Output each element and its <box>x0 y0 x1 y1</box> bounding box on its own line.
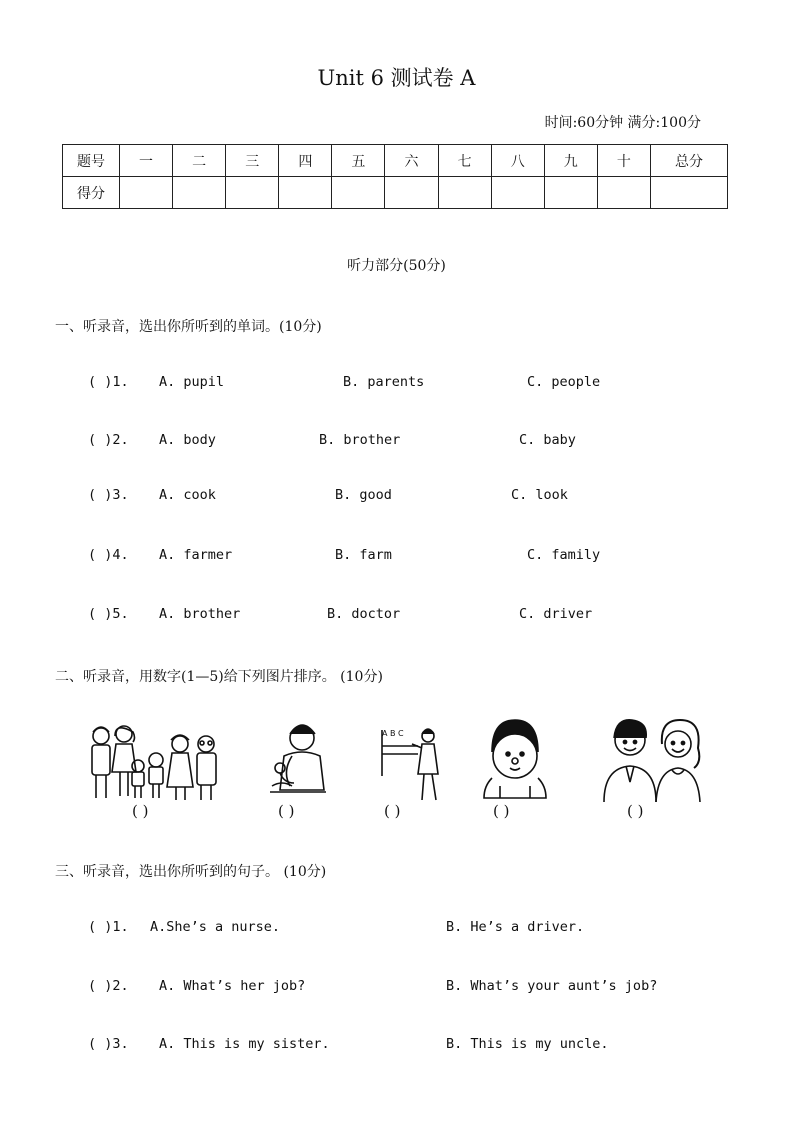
score-cell[interactable] <box>438 177 491 209</box>
part1-q4-num[interactable]: ( )4. <box>88 547 129 563</box>
part1-q3-option-b: B. good <box>335 487 392 503</box>
score-header-cell: 七 <box>438 145 491 177</box>
score-header-cell: 题号 <box>63 145 120 177</box>
part1-q3-num[interactable]: ( )3. <box>88 487 129 503</box>
score-header-cell: 六 <box>385 145 438 177</box>
part1-q1-option-b: B. parents <box>343 374 425 390</box>
score-row-label: 得分 <box>63 177 120 209</box>
score-header-cell: 十 <box>597 145 650 177</box>
part3-q1-option-b: B. He’s a driver. <box>446 919 585 935</box>
score-cell[interactable] <box>385 177 438 209</box>
part3-q3-option-b: B. This is my uncle. <box>446 1036 609 1052</box>
part1-q4-option-c: C. family <box>527 547 601 563</box>
score-header-cell: 四 <box>279 145 332 177</box>
picture-5-answer[interactable]: ( ) <box>627 802 644 820</box>
picture-2-answer[interactable]: ( ) <box>278 802 295 820</box>
score-header-cell: 五 <box>332 145 385 177</box>
page-title: Unit 6 测试卷 A <box>317 66 476 90</box>
part1-q2-option-b: B. brother <box>319 432 401 448</box>
picture-4-answer[interactable]: ( ) <box>493 802 510 820</box>
part1-q1-option-a: A. pupil <box>159 374 225 390</box>
part1-q5-option-c: C. driver <box>519 606 593 622</box>
score-header-cell: 九 <box>544 145 597 177</box>
score-header-cell: 八 <box>491 145 544 177</box>
score-header-cell: 一 <box>120 145 173 177</box>
score-cell[interactable] <box>120 177 173 209</box>
part1-q2-option-a: A. body <box>159 432 216 448</box>
doctor-picture <box>262 716 330 804</box>
score-cell[interactable] <box>651 177 728 209</box>
score-cell[interactable] <box>544 177 597 209</box>
part3-q2-num[interactable]: ( )2. <box>88 978 129 994</box>
part1-q2-num[interactable]: ( )2. <box>88 432 129 448</box>
score-cell[interactable] <box>332 177 385 209</box>
part1-q1-num[interactable]: ( )1. <box>88 374 129 390</box>
score-cell[interactable] <box>491 177 544 209</box>
couple-picture <box>596 716 708 804</box>
score-cell[interactable] <box>226 177 279 209</box>
picture-3-answer[interactable]: ( ) <box>384 802 401 820</box>
score-header-cell: 总分 <box>651 145 728 177</box>
score-cell[interactable] <box>173 177 226 209</box>
part3-q1-option-a: A.She’s a nurse. <box>150 919 281 935</box>
part3-q3-option-a: A. This is my sister. <box>159 1036 330 1052</box>
score-table-score-row <box>63 177 728 209</box>
score-cell[interactable] <box>597 177 650 209</box>
part3-q1-num[interactable]: ( )1. <box>88 919 129 935</box>
part3-q2-option-b: B. What’s your aunt’s job? <box>446 978 658 994</box>
part1-q4-option-b: B. farm <box>335 547 392 563</box>
score-cell[interactable] <box>279 177 332 209</box>
blackboard-text: A B C <box>382 729 404 738</box>
teacher-picture <box>378 716 444 804</box>
part1-q3-option-c: C. look <box>511 487 568 503</box>
part1-q5-num[interactable]: ( )5. <box>88 606 129 622</box>
part3-q3-num[interactable]: ( )3. <box>88 1036 129 1052</box>
part1-q4-option-a: A. farmer <box>159 547 233 563</box>
part1-q5-option-b: B. doctor <box>327 606 401 622</box>
child-picture <box>478 716 552 804</box>
score-table <box>62 144 728 209</box>
part1-title: 一、听录音，选出你所听到的单词。(10分) <box>55 319 322 335</box>
exam-meta: 时间:60分钟 满分:100分 <box>544 115 701 131</box>
part3-title: 三、听录音，选出你所听到的句子。 (10分) <box>55 864 327 880</box>
part3-q2-option-a: A. What’s her job? <box>159 978 306 994</box>
part1-q5-option-a: A. brother <box>159 606 241 622</box>
picture-1-answer[interactable]: ( ) <box>132 802 149 820</box>
score-header-cell: 二 <box>173 145 226 177</box>
part1-q2-option-c: C. baby <box>519 432 576 448</box>
part1-q1-option-c: C. people <box>527 374 601 390</box>
listening-heading: 听力部分(50分) <box>347 258 446 274</box>
part1-q3-option-a: A. cook <box>159 487 216 503</box>
part2-title: 二、听录音，用数字(1—5)给下列图片排序。 (10分) <box>55 669 383 685</box>
score-table-header-row <box>63 145 728 177</box>
family-group-picture <box>84 716 224 804</box>
score-header-cell: 三 <box>226 145 279 177</box>
